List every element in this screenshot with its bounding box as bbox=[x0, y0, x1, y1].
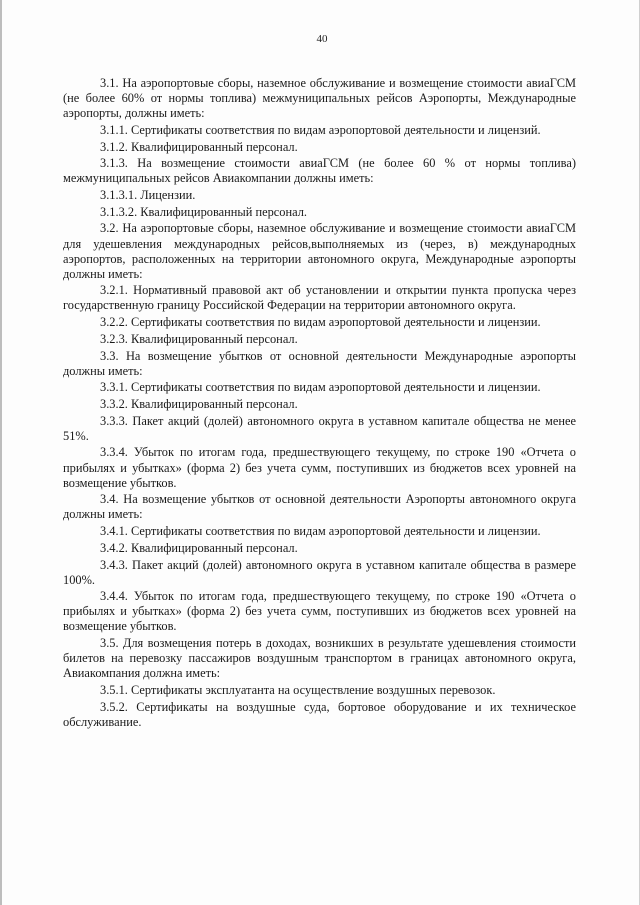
paragraph-3-3: 3.3. На возмещение убытков от основной деятельности Международные аэропорты должны иметь: bbox=[63, 348, 576, 378]
paragraph-3-5: 3.5. Для возмещения потерь в доходах, возникших в результате удешевления стоимости билетов на перевозку пассажиров воздушным транспортом в границах автономного округа, Авиакомпания должна иметь: bbox=[63, 636, 576, 681]
paragraph-3-1-1: 3.1.1. Сертификаты соответствия по видам аэропортовой деятельности и лицензий. bbox=[100, 122, 541, 137]
page-number: 40 bbox=[316, 33, 328, 45]
paragraph-3-2-1: 3.2.1. Нормативный правовой акт об установлении и открытии пункта пропуска через государственную границу Российской Федерации на территории автономного округа. bbox=[63, 283, 576, 313]
paragraph-3-1: 3.1. На аэропортовые сборы, наземное обслуживание и возмещение стоимости авиаГСМ (не более 60% от нормы топлива) межмуниципальных рейсов Аэропорты, Международные аэропорты, должны иметь: bbox=[63, 76, 576, 121]
paragraph-3-5-2: 3.5.2. Сертификаты на воздушные суда, бортовое оборудование и их техническое обслуживание. bbox=[63, 699, 576, 729]
paragraph-3-4: 3.4. На возмещение убытков от основной деятельности Аэропорты автономного округа должны иметь: bbox=[63, 492, 576, 522]
paragraph-3-1-3-1: 3.1.3.1. Лицензии. bbox=[100, 188, 196, 203]
paragraph-3-3-2: 3.3.2. Квалифицированный персонал. bbox=[100, 397, 298, 411]
document-body bbox=[63, 76, 576, 732]
paragraph-3-4-1: 3.4.1. Сертификаты соответствия по видам аэропортовой деятельности и лицензии. bbox=[100, 524, 541, 539]
paragraph-3-3-4: 3.3.4. Убыток по итогам года, предшествующего текущему, по строке 190 «Отчета о прибылях и убытках» (форма 2) без учета сумм, поступивших из бюджетов всех уровней на возмещение убытков. bbox=[63, 445, 576, 490]
paragraph-3-4-2: 3.4.2. Квалифицированный персонал. bbox=[100, 540, 298, 555]
paragraph-3-2-3: 3.2.3. Квалифицированный персонал. bbox=[100, 331, 298, 346]
paragraph-3-2-2: 3.2.2. Сертификаты соответствия по видам аэропортовой деятельности и лицензии. bbox=[100, 315, 541, 330]
paragraph-3-1-2: 3.1.2. Квалифицированный персонал. bbox=[100, 139, 298, 154]
paragraph-3-3-1: 3.3.1. Сертификаты соответствия по видам аэропортовой деятельности и лицензии. bbox=[100, 380, 541, 395]
paragraph-3-4-4: 3.4.4. Убыток по итогам года, предшествующего текущему, по строке 190 «Отчета о прибылях и убытках» (форма 2) без учета сумм, поступивших из бюджетов всех уровней на возмещение убытков. bbox=[63, 589, 576, 634]
paragraph-3-1-3: 3.1.3. На возмещение стоимости авиаГСМ (не более 60 % от нормы топлива) межмуниципальных рейсов Авиакомпании должны иметь: bbox=[63, 156, 576, 186]
paragraph-3-5-1: 3.5.1. Сертификаты эксплуатанта на осуществление воздушных перевозок. bbox=[100, 683, 496, 698]
paragraph-3-2: 3.2. На аэропортовые сборы, наземное обслуживание и возмещение стоимости авиаГСМ для удешевления международных рейсов,выполняемых из (через, в) международных аэропортов, расположенных на территории автономного округа, Международные аэропорты должны иметь: bbox=[63, 221, 576, 281]
paragraph-3-1-3-2: 3.1.3.2. Квалифицированный персонал. bbox=[100, 204, 307, 219]
paragraph-3-3-3: 3.3.3. Пакет акций (долей) автономного округа в уставном капитале общества не менее 51%. bbox=[63, 413, 576, 443]
paragraph-3-4-3: 3.4.3. Пакет акций (долей) автономного округа в уставном капитале общества в размере 100%. bbox=[63, 557, 576, 587]
